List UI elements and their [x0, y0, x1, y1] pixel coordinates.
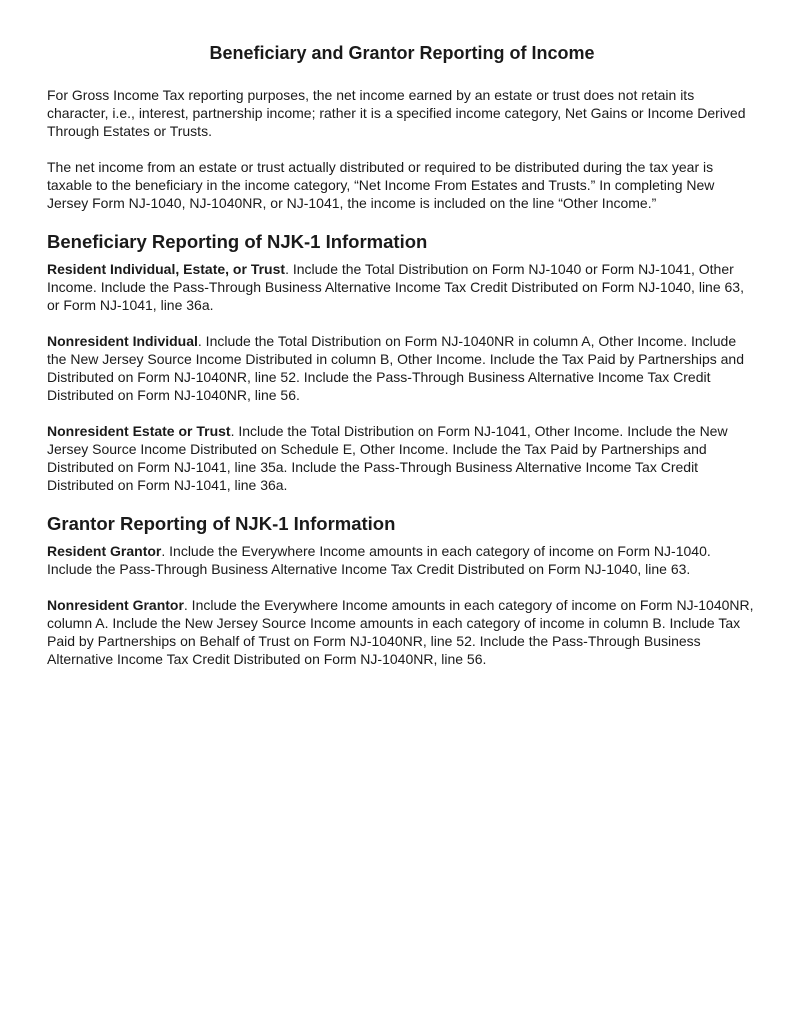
item-lead: Nonresident Grantor — [47, 597, 184, 613]
beneficiary-item-nonresident-estate — [47, 422, 757, 494]
item-lead: Resident Grantor — [47, 543, 162, 559]
intro-paragraph: For Gross Income Tax reporting purposes, the net income earned by an estate or trust does not retain its character, i.e., interest, partnership income; rather it is a specified income category, Net Gains or Income Derived Through Estates or Trusts. — [47, 87, 746, 139]
item-text: . Include the Total Distribution on Form NJ-1040NR in column A, Other Income. Include the New Jersey Source Income Distributed in column B, Other Income. Include the Tax Paid by Partnerships and Distributed on Form NJ-1040NR, line 52. Include the Pass-Through Business Alternative Income Tax Credit Distributed on Form NJ-1040NR, line 56. — [47, 333, 744, 403]
item-lead: Resident Individual, Estate, or Trust — [47, 261, 286, 277]
item-text: . Include the Total Distribution on Form NJ-1040 or Form NJ-1041, Other Income. Include the Pass-Through Business Alternative Income Tax Credit Distributed on Form NJ-1040, line 63, or Form NJ-1041, line 36a. — [47, 261, 744, 313]
beneficiary-section-heading: Beneficiary Reporting of NJK-1 Information — [47, 231, 428, 252]
grantor-item-resident — [47, 542, 757, 578]
beneficiary-item-resident — [47, 260, 757, 314]
page-title: Beneficiary and Grantor Reporting of Income — [209, 43, 595, 63]
item-text: . Include the Everywhere Income amounts in each category of income on Form NJ-1040NR, column A. Include the New Jersey Source Income amounts in each category of income in column B. Include Tax Paid by Partnerships on Behalf of Trust on Form NJ-1040NR, line 52. Include the Pass-Through Business Alternative Income Tax Credit Distributed on Form NJ-1040NR, line 56. — [47, 597, 754, 667]
intro-paragraph: The net income from an estate or trust actually distributed or required to be distributed during the tax year is taxable to the beneficiary in the income category, “Net Income From Estates and Trusts.” In completing New Jersey Form NJ-1040, NJ-1040NR, or NJ-1041, the income is included on the line “Other Income.” — [47, 159, 715, 211]
document-page — [47, 41, 757, 686]
item-lead: Nonresident Estate or Trust — [47, 423, 231, 439]
grantor-section-heading: Grantor Reporting of NJK-1 Information — [47, 513, 396, 534]
item-text: . Include the Total Distribution on Form NJ-1041, Other Income. Include the New Jersey Source Income Distributed on Schedule E, Other Income. Include the Tax Paid by Partnerships and Distributed on Form NJ-1041, line 35a. Include the Pass-Through Business Alternative Income Tax Credit Distributed on Form NJ-1041, line 36a. — [47, 423, 728, 493]
beneficiary-item-nonresident-individual — [47, 332, 757, 404]
item-lead: Nonresident Individual — [47, 333, 198, 349]
item-text: . Include the Everywhere Income amounts in each category of income on Form NJ-1040. Include the Pass-Through Business Alternative Income Tax Credit Distributed on Form NJ-1040, line 63. — [47, 543, 711, 577]
grantor-item-nonresident — [47, 596, 757, 668]
